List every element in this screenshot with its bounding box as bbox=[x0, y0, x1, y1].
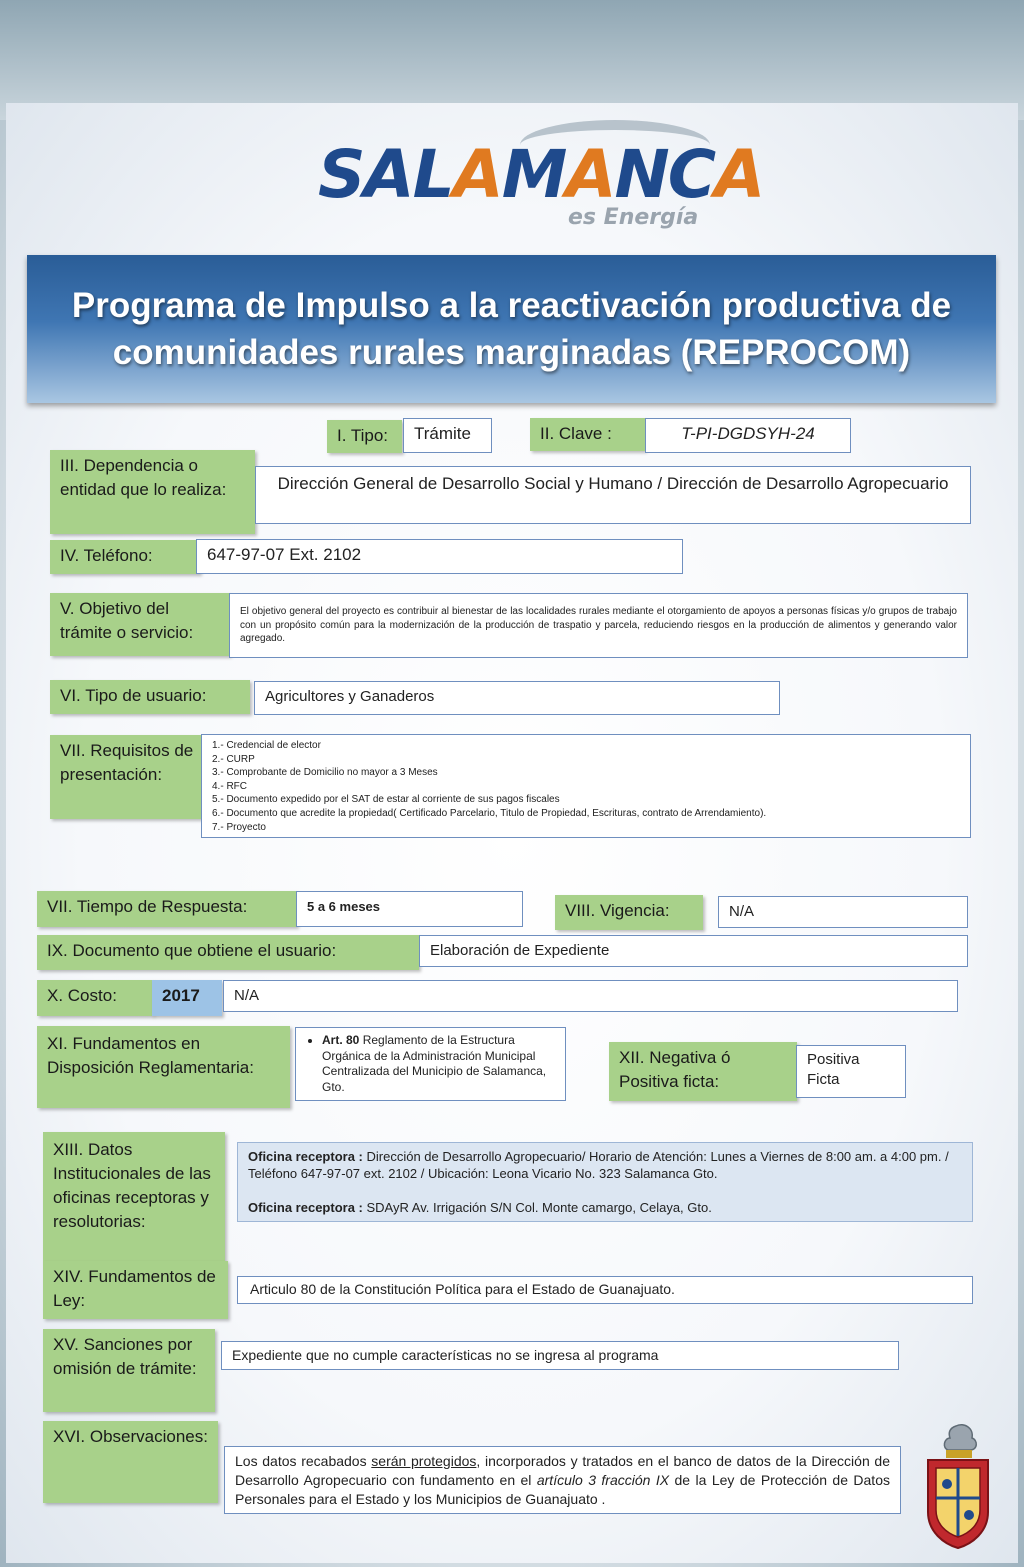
fundamentos-disp-list bbox=[304, 1033, 557, 1095]
tiempo-value: 5 a 6 meses bbox=[296, 891, 523, 927]
requisitos-list bbox=[201, 734, 971, 838]
clave-label: II. Clave : bbox=[530, 418, 645, 451]
dependencia-label: III. Dependencia o entidad que lo realiza: bbox=[50, 450, 255, 534]
telefono-label: IV. Teléfono: bbox=[50, 540, 200, 574]
requisitos-label: VII. Requisitos de presentación: bbox=[50, 735, 205, 819]
costo-year: 2017 bbox=[152, 980, 222, 1016]
requisito-item: 5.- Documento expedido por el SAT de estar al corriente de sus pagos fiscales bbox=[212, 794, 560, 806]
tiempo-label: VII. Tiempo de Respuesta: bbox=[37, 891, 297, 927]
list-item: • Art. 80 Reglamento de la Estructura Orgánica de la Administración Municipal Centralizada del Municipio de Salamanca, Gto. bbox=[322, 1033, 557, 1095]
tipo-usuario-label: VI. Tipo de usuario: bbox=[50, 680, 250, 714]
fundamentos-ley-value: Articulo 80 de la Constitución Política para el Estado de Guanajuato. bbox=[237, 1276, 973, 1304]
objetivo-value: El objetivo general del proyecto es contribuir al bienestar de las localidades rurales mediante el otorgamiento de apoyos a personas físicas y/o grupos de trabajo con un propósito común para la modernización de la producción de traspatio y parcela, reduciendo riesgos en la producción de alimentos y generando valor agregado. bbox=[229, 593, 968, 658]
fundamentos-disp-label: XI. Fundamentos en Disposición Reglamentaria: bbox=[37, 1026, 290, 1108]
dependencia-value: Dirección General de Desarrollo Social y Humano / Dirección de Desarrollo Agropecuario bbox=[255, 466, 971, 524]
observaciones-value: Los datos recabados serán protegidos, incorporados y tratados en el banco de datos de la Dirección de Desarrollo Agropecuario con fundamento en el artículo 3 fracción IX de la Ley de Protección de Datos Personales para el Estado y los Municipios de Guanajuato . bbox=[224, 1446, 901, 1514]
requisito-item: 7.- Proyecto bbox=[212, 821, 266, 833]
vigencia-label: VIII. Vigencia: bbox=[555, 895, 703, 930]
logo-tagline: es Energía bbox=[568, 205, 699, 230]
title-banner bbox=[27, 255, 996, 403]
clave-value: T-PI-DGDSYH-24 bbox=[645, 418, 851, 453]
tipo-value: Trámite bbox=[403, 418, 492, 453]
documento-value: Elaboración de Expediente bbox=[419, 935, 968, 967]
costo-label: X. Costo: bbox=[37, 980, 153, 1016]
negativa-label: XII. Negativa ó Positiva ficta: bbox=[609, 1042, 797, 1101]
municipal-crest-icon bbox=[918, 1420, 998, 1550]
oficina-receptora-1: Oficina receptora : Dirección de Desarrollo Agropecuario/ Horario de Atención: Lunes a Viernes de 8:00 am. a 4:00 pm. / Teléfono 647-97-07 ext. 2102 / Ubicación: Leona Vicario No. 323 Salamanca Gto. bbox=[248, 1149, 949, 1181]
requisito-item: 4.- RFC bbox=[212, 780, 247, 792]
requisito-item: 3.- Comprobante de Domicilio no mayor a 3 Meses bbox=[212, 767, 438, 779]
fundamentos-disp-value bbox=[295, 1027, 566, 1101]
observaciones-label: XVI. Observaciones: bbox=[43, 1421, 218, 1503]
fundamentos-ley-label: XIV. Fundamentos de Ley: bbox=[43, 1261, 228, 1319]
negativa-value: Positiva Ficta bbox=[796, 1045, 906, 1098]
sanciones-value: Expediente que no cumple características no se ingresa al programa bbox=[221, 1341, 899, 1370]
objetivo-label: V. Objetivo del trámite o servicio: bbox=[50, 593, 230, 656]
tipo-label: I. Tipo: bbox=[327, 420, 402, 453]
costo-value: N/A bbox=[223, 980, 958, 1012]
requisito-item: 1.- Credencial de elector bbox=[212, 740, 321, 751]
oficina-receptora-2: Oficina receptora : SDAyR Av. Irrigación S/N Col. Monte camargo, Celaya, Gto. bbox=[248, 1200, 712, 1215]
datos-label: XIII. Datos Institucionales de las oficinas receptoras y resolutorias: bbox=[43, 1132, 225, 1262]
datos-value bbox=[237, 1142, 973, 1222]
telefono-value: 647-97-07 Ext. 2102 bbox=[196, 539, 683, 574]
sanciones-label: XV. Sanciones por omisión de trámite: bbox=[43, 1329, 215, 1412]
documento-label: IX. Documento que obtiene el usuario: bbox=[37, 935, 419, 970]
page-background bbox=[0, 0, 1024, 120]
tipo-usuario-value: Agricultores y Ganaderos bbox=[254, 681, 780, 715]
page-title: Programa de Impulso a la reactivación productiva de comunidades rurales marginadas (REPROCOM) bbox=[71, 286, 952, 372]
logo-wordmark: SALAMANCA bbox=[318, 136, 764, 213]
salamanca-logo bbox=[310, 120, 764, 245]
vigencia-value: N/A bbox=[718, 896, 968, 928]
requisito-item: 2.- CURP bbox=[212, 753, 255, 765]
requisito-item: 6.- Documento que acredite la propiedad( Certificado Parcelario, Titulo de Propiedad, Escrituras, contrato de Arrendamiento). bbox=[212, 807, 767, 819]
